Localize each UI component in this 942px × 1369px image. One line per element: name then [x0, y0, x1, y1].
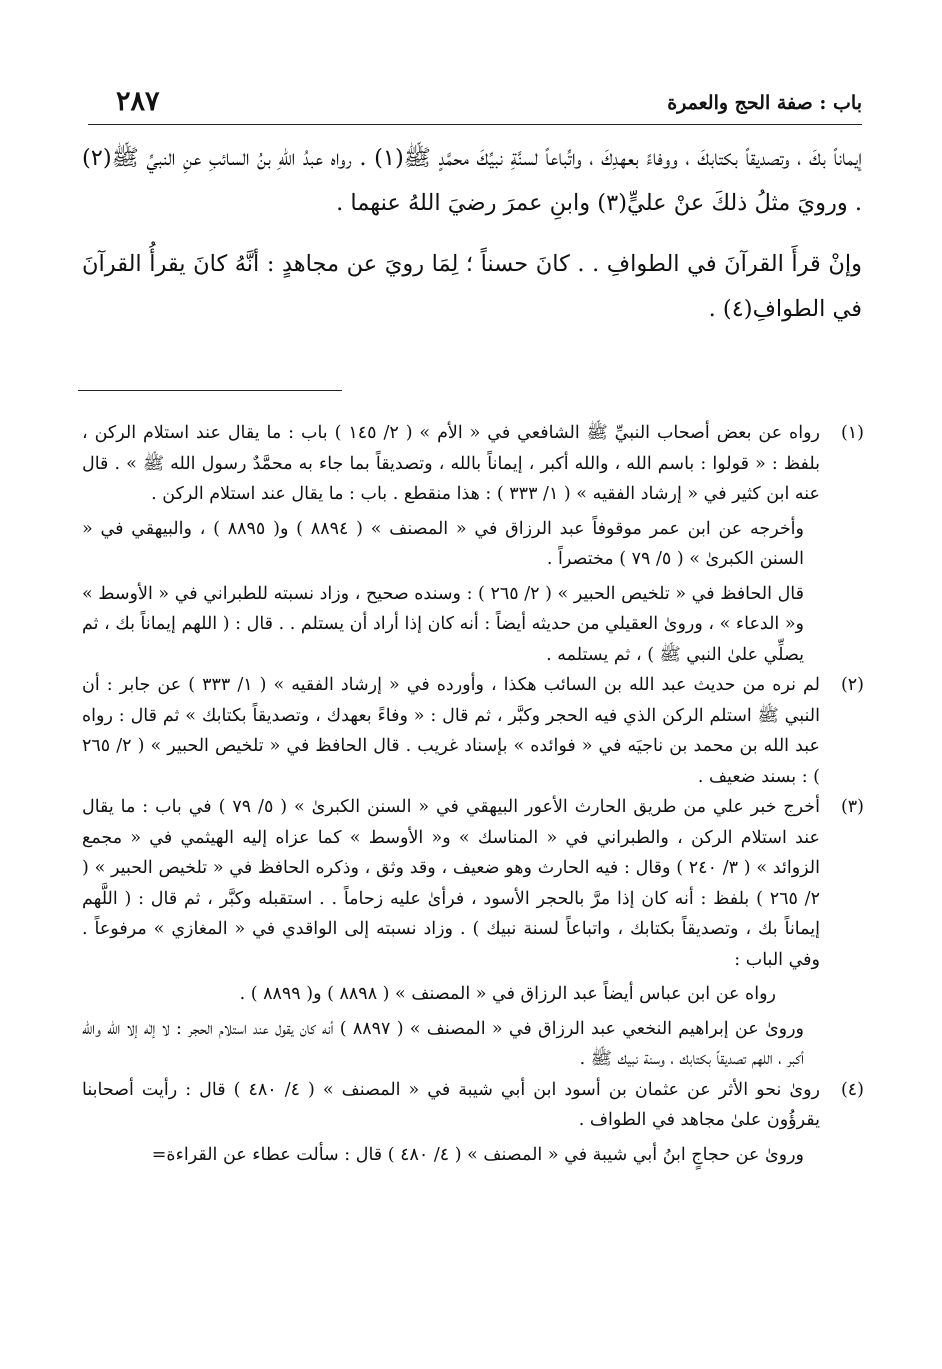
footnote-text: رواه عن ابن عباس أيضاً عبد الرزاق في « المصنف » ( ٨٨٩٨ ) و( ٨٨٩٩ ) . — [239, 984, 776, 1004]
footnote-text: رواه عن بعض أصحاب النبيِّ ﷺ الشافعي في « الأم » ( ٢/ ١٤٥ ) باب : ما يقال عند استلام الركن ، بلفظ : « قولوا : باسم الله ، والله أكبر ، إيماناً بالله ، وتصديقاً بما جاء به محمَّدٌ رسول الله ﷺ » . قال عنه ابن كثير في « إرشاد الفقيه » ( ١/ ٣٣٣ ) : هذا منقطع . باب : ما يقال عند استلام الركن . — [82, 423, 820, 504]
footnote-4 — [82, 1075, 864, 1171]
main-text — [82, 136, 862, 332]
chapter-title: باب : صفة الحج والعمرة — [667, 92, 862, 114]
footnote-text: وروىٰ عن إبراهيم النخعي عبد الرزاق في « المصنف » ( ٨٨٩٧ ) أنه كان يقول عند استلام الحجر : لا إلٰه إلا الله والله أكبر ، اللهم تصديقاً بكتابك ، وسنة نبيك ﷺ . — [82, 1018, 804, 1069]
footnote-number: (٢) — [840, 675, 864, 695]
footnote-separator — [78, 390, 342, 391]
footnote-1 — [82, 418, 864, 670]
footnotes — [82, 418, 864, 1170]
footnote-number: (٣) — [840, 797, 864, 817]
running-header — [88, 86, 862, 125]
footnote-number: (٤) — [840, 1079, 864, 1100]
footnote-text: وروىٰ عن حجاجٍ ابنُ أبي شيبة في « المصنف » ( ٤/ ٤٨٠ ) قال : سألت عطاء عن القراءة= — [151, 1144, 804, 1165]
footnote-text: أخرج خبر علي من طريق الحارث الأعور البيهقي في « السنن الكبرىٰ » ( ٥/ ٧٩ ) في باب : ما يقال عند استلام الركن ، والطبراني في « المناسك » و« الأوسط » كما عزاه إليه الهيثمي في « مجمع الزوائد » ( ٣/ ٢٤٠ ) وقال : فيه الحارث وهو ضعيف ، وقد وثق ، وذكره الحافظ في « تلخيص الحبير » ( ٢/ ٢٦٥ ) بلفظ : أنه كان إذا مرَّ بالحجر الأسود ، فرأىٰ عليه زحاماً . . استقبله وكبَّر ، ثم قال : ( اللَّهم إيماناً بك ، وتصديقاً بكتابك ، واتباعاً لسنة نبيك ) . وزاد نسبته إلى الواقدي في « المغازي » مرفوعاً . وفي الباب : — [82, 797, 820, 970]
footnote-2 — [82, 670, 864, 792]
footnote-text: لم نره من حديث عبد الله بن السائب هكذا ، وأورده في « إرشاد الفقيه » ( ١/ ٣٣٣ ) عن جابر : أن النبي ﷺ استلم الركن الذي فيه الحجر وكبَّر ، ثم قال : « وفاءً بعهدك ، وتصديقاً بكتابك » ثم قال : رواه عبد الله بن محمد بن ناجيَه في « فوائده » بإسناد غريب . قال الحافظ في « تلخيص الحبير » ( ٢/ ٢٦٥ ) : بسند ضعيف . — [82, 675, 820, 787]
main-paragraph: إيماناً بكَ ، وتصديقاً بكتابكَ ، ووفاءً بعهدِكَ ، واتِّباعاً لسنَّةِ نبيِّكَ محمَّدٍ ﷺ(١) . رواه عبدُ اللهِ بنُ السائبِ عنِ النبيِّ ﷺ(٢) . ورويَ مثلُ ذلكَ عنْ عليٍّ(٣) وابنِ عمرَ رضيَ اللهُ عنهما . — [82, 145, 863, 216]
page-number: ٢٨٧ — [116, 86, 160, 117]
footnote-3 — [82, 792, 864, 1075]
footnote-text: روىٰ نحو الأثر عن عثمان بن أسود ابن أبي شيبة في « المصنف » ( ٤/ ٤٨٠ ) قال : رأيت أصحابنا يقرؤُون علىٰ مجاهد في الطواف . — [82, 1079, 821, 1130]
footnote-text: وأخرجه عن ابن عمر موقوفاً عبد الرزاق في « المصنف » ( ٨٨٩٤ ) و( ٨٨٩٥ ) ، والبيهقي في « السنن الكبرىٰ » ( ٥/ ٧٩ ) مختصراً . — [82, 518, 804, 569]
footnote-number: (١) — [840, 423, 864, 443]
footnote-text: قال الحافظ في « تلخيص الحبير » ( ٢/ ٢٦٥ ) : وسنده صحيح ، وزاد نسبته للطبراني في « الأوسط » و« الدعاء » ، وروىٰ العقيلي من حديثه أيضاً : أنه كان إذا أراد أن يستلم . . قال : ( اللهم إيماناً بك ، ثم يصلِّي علىٰ النبي ﷺ ) ، ثم يستلمه . — [82, 583, 804, 665]
main-paragraph: وإنْ قرأَ القرآنَ في الطوافِ . . كانَ حسناً ؛ لِمَا رويَ عن مجاهدٍ : أنَّهُ كانَ يقرأُ القرآنَ في الطوافِ(٤) . — [82, 251, 862, 322]
